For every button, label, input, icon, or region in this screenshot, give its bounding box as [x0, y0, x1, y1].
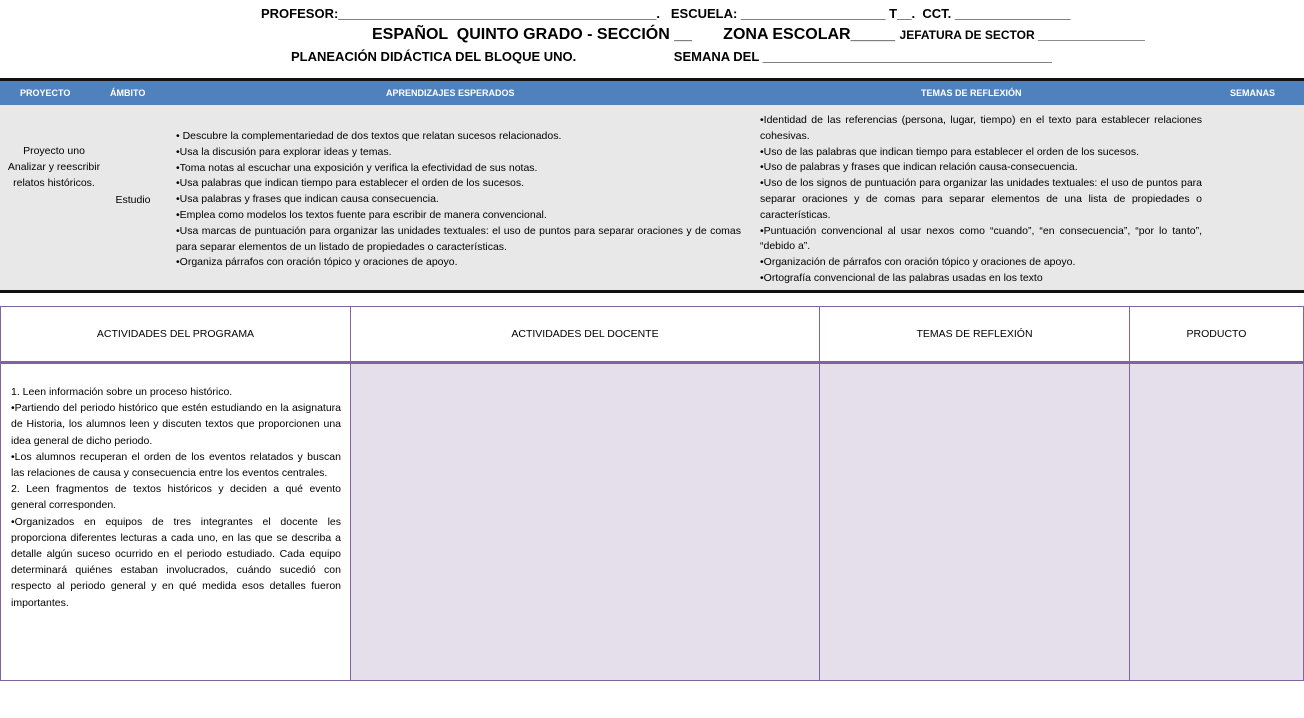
aprendizaje-item: •Usa palabras y frases que indican causa consecuencia.: [176, 193, 439, 206]
column-divider: [350, 307, 351, 680]
col-aprendizajes: APRENDIZAJES ESPERADOS: [386, 88, 515, 98]
cell-ambito: Estudio: [115, 194, 151, 206]
activities-table: [0, 306, 1304, 681]
planning-table-header: [0, 81, 1304, 105]
actividad-item: 2. Leen fragmentos de textos históricos y deciden a qué evento general corresponden.: [11, 483, 341, 512]
header-grado-text: ESPAÑOL QUINTO GRADO - SECCIÓN __ ZONA ESCOLAR_____: [372, 26, 900, 43]
cell-actividades-docente[interactable]: [351, 364, 819, 680]
aprendizaje-item: •Emplea como modelos los textos fuente para escribir de manera convencional.: [176, 208, 547, 221]
aprendizaje-item: • Descubre la complementariedad de dos textos que relatan sucesos relacionados.: [176, 130, 562, 142]
aprendizaje-item: •Usa la discusión para explorar ideas y temas.: [176, 145, 392, 158]
aprendizaje-item: •Organiza párrafos con oración tópico y oraciones de apoyo.: [176, 256, 458, 269]
aprendizaje-item: •Usa marcas de puntuación para organizar las unidades textuales: el uso de puntos para separar oraciones y de comas para separar elementos de un listado de propiedades o características.: [176, 224, 741, 253]
actividad-item: •Partiendo del periodo histórico que estén estudiando en la asignatura de Historia, los alumnos leen y discuten textos que proporcionen una idea general de dicho periodo.: [11, 402, 341, 447]
tema-item: •Identidad de las referencias (persona, lugar, tiempo) en el texto para establecer relaciones cohesivas.: [760, 114, 1202, 142]
col-actividades-programa: ACTIVIDADES DEL PROGRAMA: [96, 328, 255, 340]
header-line-planeacion: PLANEACIÓN DIDÁCTICA DEL BLOQUE UNO. SEMANA DEL ________________________________________: [291, 49, 1052, 64]
actividad-item: 1. Leen información sobre un proceso histórico.: [11, 386, 233, 398]
col-temas: TEMAS DE REFLEXIÓN: [921, 88, 1022, 98]
cell-temas: [760, 113, 1202, 287]
actividad-item: •Los alumnos recuperan el orden de los eventos relatados y buscan las relaciones de causa y consecuencia entre los eventos centrales.: [11, 450, 341, 480]
tema-item: •Uso de las palabras que indican tiempo para establecer el orden de los sucesos.: [760, 145, 1139, 158]
activities-table-header: [1, 307, 1303, 364]
col-actividades-docente: ACTIVIDADES DEL DOCENTE: [511, 328, 659, 340]
column-divider: [1129, 307, 1130, 680]
col-semanas: SEMANAS: [1230, 88, 1276, 98]
tema-item: •Uso de los signos de puntuación para organizar las unidades textuales: el uso de puntos para separar oraciones y de comas para separar elementos de una lista de propiedades o características.: [760, 177, 1202, 221]
cell-aprendizajes: [176, 129, 741, 271]
cell-actividades-programa: [11, 384, 341, 611]
col-temas-reflexion: TEMAS DE REFLEXIÓN: [916, 328, 1033, 340]
tema-item: •Uso de palabras y frases que indican relación causa-consecuencia.: [760, 161, 1078, 174]
tema-item: •Puntuación convencional al usar nexos como “cuando”, “en consecuencia”, “por lo tanto”, “debido a”.: [760, 224, 1202, 253]
col-producto: PRODUCTO: [1186, 328, 1247, 340]
cell-proyecto: Proyecto uno Analizar y reescribir relatos históricos.: [7, 145, 101, 189]
cell-producto[interactable]: [1130, 364, 1303, 680]
column-divider: [819, 307, 820, 680]
tema-item: •Organización de párrafos con oración tópico y oraciones de apoyo.: [760, 256, 1076, 269]
header-line-profesor: PROFESOR:____________________________________________. ESCUELA: ____________________ T__. CCT. ________________: [261, 6, 1071, 21]
aprendizaje-item: •Usa palabras que indican tiempo para establecer el orden de los sucesos.: [176, 177, 525, 190]
planning-table: [0, 78, 1304, 293]
actividad-item: •Organizados en equipos de tres integrantes el docente les proporciona diferentes lecturas a cada uno, en las que se describa a detalle algún suceso ocurrido en el periodo estudiado. Cada equipo determinará quiénes estaban involucrados, cuándo sucedió con respecto al periodo general y en qué medida esos detalles fueron importantes.: [11, 515, 341, 609]
aprendizaje-item: •Toma notas al escuchar una exposición y verifica la efectividad de sus notas.: [176, 161, 538, 174]
cell-temas-reflexion[interactable]: [820, 364, 1129, 680]
tema-item: •Ortografía convencional de las palabras usadas en los texto: [760, 271, 1043, 284]
col-ambito: ÁMBITO: [110, 88, 146, 98]
header-line-grado: [372, 26, 1304, 44]
col-proyecto: PROYECTO: [20, 88, 71, 98]
header-jefatura-text: JEFATURA DE SECTOR ________________: [899, 28, 1145, 42]
